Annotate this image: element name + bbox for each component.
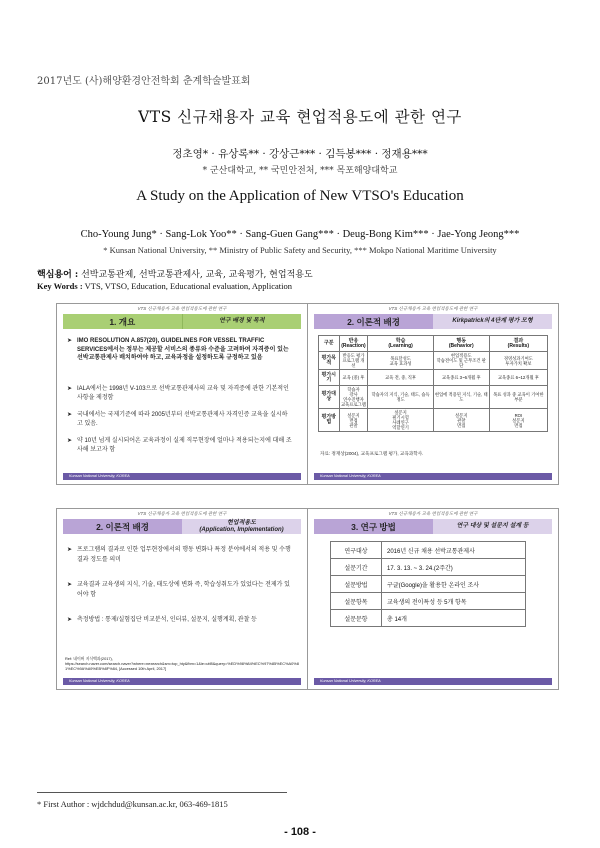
table-row [331,559,526,576]
slide-footer: Kunsan National University, KOREA [63,678,301,685]
table-cell: 교육종료 3~6개월 후 [433,370,489,386]
slide-header: VTS 신규채용자 교육 현업적용도에 관한 연구 [388,511,478,516]
table-cell: 현업에 적용된 지식, 기술, 태도 [433,386,489,409]
slide-title: 2. 이론적 배경 [314,314,433,329]
slide-methods [307,508,559,690]
table-row [319,352,548,370]
slide-title-bar [63,314,301,329]
table-cell: 반응도 평가 프로그램 개선 [339,352,368,370]
bullet-item: ➤ 프로그램의 결과로 인한 업무현장에서의 행동 변화나 특정 분야에서의 적용 및 수행결과 정도를 의미 [67,547,291,563]
table-cell: 현업적용도 학습전이도 및 근무조건 판단 [433,352,489,370]
table-cell: 교육생의 전이특성 등 5개 항목 [382,593,526,610]
table-cell: 평가방법 [319,409,340,432]
slide-title-bar [314,519,552,534]
table-cell: 목표 성과 중 교육이 기여한 부분 [489,386,547,409]
bullet-item: ➤ 측정방법 : 통제/실험집단 비교분석, 인터뷰, 설문지, 실행계획, 관찰 등 [67,617,257,623]
table-cell: 평가대상 [319,386,340,409]
table-cell: 경영성과기여도 투자가치 확보 [489,352,547,370]
slide-subtitle: 연구 대상 및 설문지 설계 등 [433,519,552,534]
table-row [331,610,526,627]
slide-title: 3. 연구 방법 [314,519,433,534]
table-cell: 설문기간 [331,559,382,576]
kirkpatrick-table [318,335,548,432]
table-row [319,386,548,409]
slide-footer: Kunsan National University, KOREA [63,473,301,480]
keywords-korean [37,267,313,280]
table-cell: 구글(Google)을 활용한 온라인 조사 [382,576,526,593]
authors-english: Cho-Young Jung* · Sang-Lok Yoo** · Sang-Guen Gang*** · Deug-Bong Kim*** · Jae-Yong Jeong*** [80,229,520,240]
affiliations-english: * Kunsan National University, ** Ministry of Public Safety and Security, *** Mokpo National Maritime University [103,245,497,255]
arrow-icon: ➤ [67,438,73,444]
arrow-icon: ➤ [67,338,73,344]
table-row [319,409,548,432]
table-cell: 설문방법 [331,576,382,593]
slide-subtitle: 연구 배경 및 목적 [182,314,302,329]
keywords-english [37,281,292,291]
table-cell: ROI 설문지 면접 [489,409,547,432]
slide-theory-kirkpatrick [307,303,559,485]
table-cell: 학습자 강사 연수진행자 교육프로그램 [341,387,366,407]
table-cell: 평가시기 [319,370,340,386]
keywords-english-label: Key Words : [37,281,83,291]
slide-header: VTS 신규채용자 교육 현업적용도에 관한 연구 [137,511,227,516]
table-cell: 총 14개 [382,610,526,627]
arrow-icon: ➤ [67,617,73,623]
reference-text: Ref: 네이버 지식백과(2017), https://search.naver.com/search.naver?where=nexearch&sm=top_hty&fbm=1&ie=utf8&query=%ED%98%84%EC%97%85%EC%A0%81%EC%9A%A9%EB%8F%84, [Accessed 10th April, 2017] [65,656,299,671]
slide-header: VTS 신규채용자 교육 현업적용도에 관한 연구 [137,306,227,311]
slide-footer: Kunsan National University, KOREA [314,678,552,685]
slide-footer: Kunsan National University, KOREA [314,473,552,480]
bullet-item: ➤ IMO RESOLUTION A.857(20), GUIDELINES FOR VESSEL TRAFFIC SERVICES에서는 정부는 제공할 서비스의 종류와 수준을 고려하여 자격증이 있는 선박교통관제사 배치하여야 하고, 교육과정을 설정하도록 규정하고 있음 [67,338,289,361]
table-source: 자료: 정재상(2004), 교육프로그램 평가, 교육과학사. [320,451,424,456]
table-cell: 교육종료 6~12개월 후 [489,370,547,386]
authors-korean: 정초영* · 유상록** · 강상근*** · 김득봉*** · 정재용*** [172,148,428,160]
table-cell: 교육 (중) 후 [339,370,368,386]
table-cell: 설문문항 [331,610,382,627]
table-cell: 17. 3. 13. ~ 3. 24.(2주간) [382,559,526,576]
page-number: - 108 - [284,826,316,838]
bullet-item: ➤ 국내에서는 국제기준에 따라 2005년부터 선박교통관제사 자격인증 교육을 실시하고 있음. [67,412,288,427]
slide-subtitle: Kirkpatrick의 4단계 평가 모형 [433,314,552,329]
arrow-icon: ➤ [67,547,73,553]
slide-title: 1. 개요 [63,314,182,329]
slide-subtitle: 현업적용도 (Application, Implementation) [182,519,301,534]
keywords-korean-text: 선박교통관제, 선박교통관제사, 교육, 교육평가, 현업적용도 [81,270,313,280]
bullet-item: ➤ IALA에서는 1998년 V-103으로 선박교통관제사의 교육 및 자격증에 관한 기본적인 사항을 제정함 [67,386,289,401]
keywords-english-text: VTS, VTSO, Education, Educational evaluation, Application [84,281,292,291]
table-row [331,542,526,559]
table-header-cell: 구분 [319,336,340,352]
slide-overview [56,303,308,485]
arrow-icon: ➤ [67,412,73,418]
table-header-cell: 결과 (Results) [489,336,547,352]
table-header-row [319,336,548,352]
table-header-cell: 행동 (Behavior) [433,336,489,352]
arrow-icon: ➤ [67,582,73,588]
slide-title-bar [314,314,552,329]
title-korean: VTS 신규채용자 교육 현업적용도에 관한 연구 [138,108,462,126]
table-header-cell: 학습 (Learning) [368,336,433,352]
table-cell: 설문지 면접 관찰 [339,409,368,432]
table-row [331,593,526,610]
table-cell: 목표달성도 교육 효과성 [368,352,433,370]
footnote: * First Author : wjdchdud@kunsan.ac.kr, 063-469-1815 [37,799,228,809]
table-row [319,370,548,386]
affiliations-korean: * 군산대학교, ** 국민안전처, *** 목포해양대학교 [202,166,398,176]
title-english: A Study on the Application of New VTSO's Education [136,188,464,204]
bullet-item: ➤ 교육결과 교육생의 지식, 기술, 태도상에 변화 즉, 학습성취도가 있었다는 전제가 있어야 함 [67,582,290,598]
survey-table [330,541,526,627]
slide-title: 2. 이론적 배경 [63,519,182,534]
table-cell: 설문지 관찰 면접 [433,409,489,432]
footnote-divider [37,792,287,793]
table-cell: 평가목적 [319,352,340,370]
table-cell: 설문지 필기시험 사례연구 역할연기 [368,409,433,432]
arrow-icon: ➤ [67,386,73,392]
conference-header: 2017년도 (사)해양환경안전학회 춘계학술발표회 [37,76,251,87]
table-cell: 학습자의 지식, 기술, 태도, 습득 정도 [368,386,433,409]
slide-title-bar [63,519,301,534]
bullet-item: ➤ 약 10년 넘게 실시되어온 교육과정이 실제 직무현장에 얼마나 적용되는지에 대해 조사해 보고자 함 [67,438,292,453]
table-row [331,576,526,593]
slide-theory-application [56,508,308,690]
table-cell: 2016년 신규 채용 선박교통관제사 [382,542,526,559]
keywords-korean-label: 핵심용어 : [37,270,79,280]
table-cell: 설문항목 [331,593,382,610]
slide-header: VTS 신규채용자 교육 현업적용도에 관한 연구 [388,306,478,311]
table-cell: 연구대상 [331,542,382,559]
table-cell: 교육 전, 중, 직후 [368,370,433,386]
table-header-cell: 반응 (Reaction) [339,336,368,352]
